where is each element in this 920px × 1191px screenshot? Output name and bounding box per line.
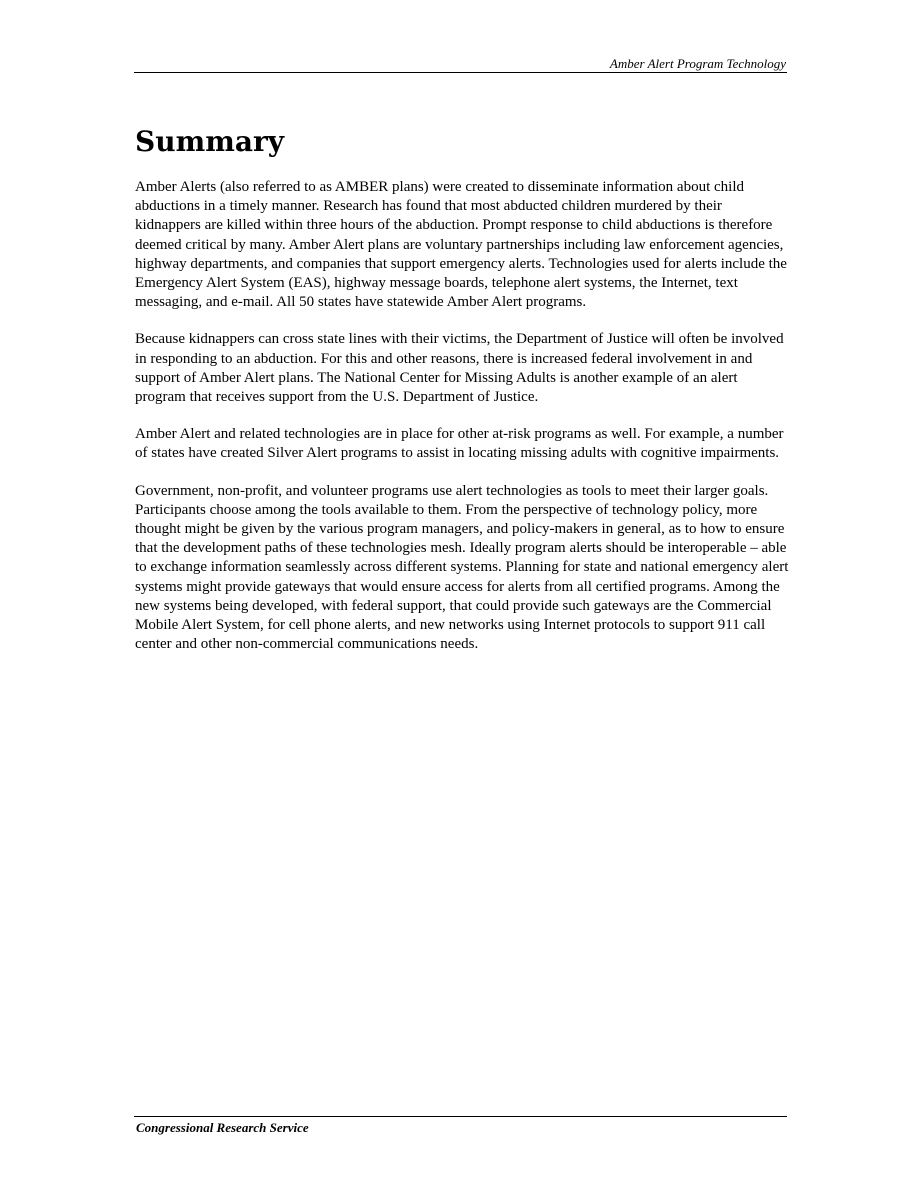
paragraph-4: Government, non-profit, and volunteer programs use alert technologies as tools to meet their larger goals. Participants choose among the tools available to them. From the perspective of technology policy, more thought might be given by the various program managers, and policy-makers in general, as to how to ensure that the development paths of these technologies mesh. Ideally program alerts should be interoperable – able to exchange information seamlessly across different systems. Planning for state and national emergency alert systems might provide gateways that would ensure access for alerts from all certified programs. Among the new systems being developed, with federal support, that could provide such gateways are the Commercial Mobile Alert System, for cell phone alerts, and new networks using Internet protocols to support 911 call center and other non-commercial communications needs. [135,482,789,653]
section-body [135,178,790,672]
section-title: Summary [135,125,284,158]
paragraph-2: Because kidnappers can cross state lines with their victims, the Department of Justice will often be involved in responding to an abduction. For this and other reasons, there is increased federal involvement in and support of Amber Alert plans. The National Center for Missing Adults is another example of an alert program that receives support from the U.S. Department of Justice. [135,331,784,406]
footer-rule [134,1116,787,1117]
header-rule [134,72,787,73]
running-footer: Congressional Research Service [136,1120,309,1135]
paragraph-1: Amber Alerts (also referred to as AMBER plans) were created to disseminate information about child abductions in a timely manner. Research has found that most abducted children murdered by their kidnappers are killed within three hours of the abduction. Prompt response to child abductions is therefore deemed critical by many. Amber Alert plans are voluntary partnerships including law enforcement agencies, highway departments, and companies that support emergency alerts. Technologies used for alerts include the Emergency Alert System (EAS), highway message boards, telephone alert systems, the Internet, text messaging, and e-mail. All 50 states have statewide Amber Alert programs. [135,179,787,311]
running-header: Amber Alert Program Technology [609,56,786,71]
paragraph-3: Amber Alert and related technologies are in place for other at-risk programs as well. For example, a number of states have created Silver Alert programs to assist in locating missing adults with cognitive impairments. [135,426,784,462]
